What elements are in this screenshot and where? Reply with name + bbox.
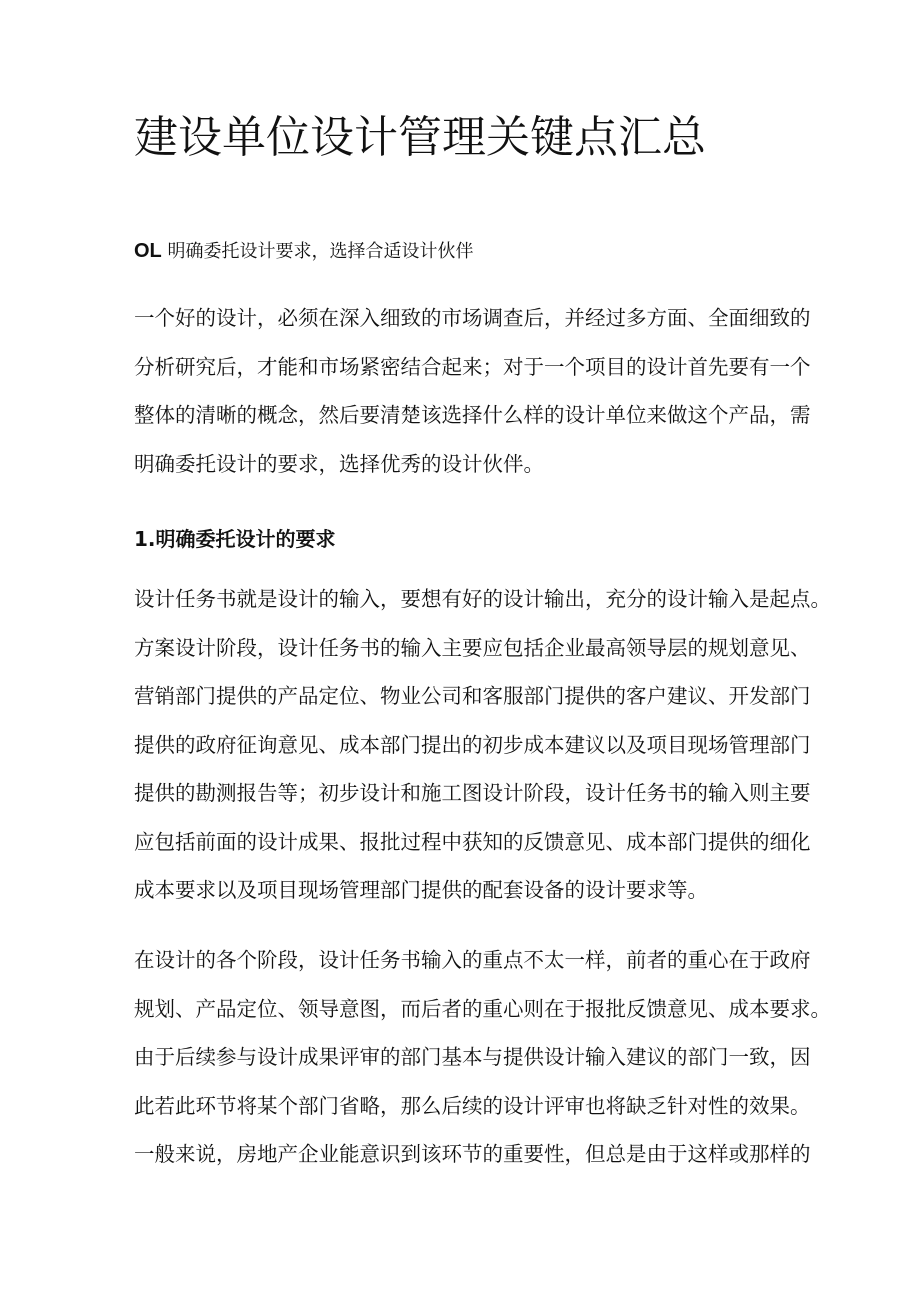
paragraph-line: 应包括前面的设计成果、报批过程中获知的反馈意见、成本部门提供的细化 — [134, 829, 811, 854]
paragraph-line: 一个好的设计，必须在深入细致的市场调查后，并经过多方面、全面细致的 — [134, 306, 811, 330]
design-brief-paragraph — [134, 575, 831, 915]
paragraph-line: 提供的勘测报告等；初步设计和施工图设计阶段，设计任务书的输入则主要 — [134, 781, 811, 805]
paragraph-line: 明确委托设计的要求，选择优秀的设计伙伴。 — [134, 451, 544, 476]
subheading: 1.明确委托设计的要求 — [134, 527, 336, 551]
design-stages-paragraph — [134, 936, 831, 1179]
paragraph-line: 在设计的各个阶段，设计任务书输入的重点不太一样，前者的重心在于政府 — [134, 948, 811, 972]
paragraph-line: 提供的政府征询意见、成本部门提出的初步成本建议以及项目现场管理部门 — [134, 732, 811, 757]
paragraph-line: 分析研究后，才能和市场紧密结合起来；对于一个项目的设计首先要有一个 — [134, 354, 811, 379]
paragraph-line: 由于后续参与设计成果评审的部门基本与提供设计输入建议的部门一致，因 — [134, 1045, 811, 1069]
paragraph-line: 方案设计阶段，设计任务书的输入主要应包括企业最高领导层的规划意见、 — [134, 635, 811, 660]
document-title: 建设单位设计管理关键点汇总 — [134, 112, 706, 163]
paragraph-line: 此若此环节将某个部门省略，那么后续的设计评审也将缺乏针对性的效果。 — [134, 1093, 811, 1118]
paragraph-line: 成本要求以及项目现场管理部门提供的配套设备的设计要求等。 — [134, 878, 708, 902]
section-marker: OL — [134, 240, 162, 262]
section-heading — [134, 238, 474, 265]
paragraph-line: 整体的清晰的概念，然后要清楚该选择什么样的设计单位来做这个产品，需 — [134, 403, 811, 427]
paragraph-line: 规划、产品定位、领导意图，而后者的重心则在于报批反馈意见、成本要求。 — [134, 996, 831, 1021]
paragraph-line: 设计任务书就是设计的输入，要想有好的设计输出，充分的设计输入是起点。 — [134, 587, 831, 611]
intro-paragraph — [134, 294, 811, 488]
section-heading-text: 明确委托设计要求，选择合适设计伙伴 — [167, 241, 474, 262]
paragraph-line: 营销部门提供的产品定位、物业公司和客服部门提供的客户建议、开发部门 — [134, 684, 811, 708]
paragraph-line: 一般来说，房地产企业能意识到该环节的重要性，但总是由于这样或那样的 — [134, 1142, 811, 1166]
